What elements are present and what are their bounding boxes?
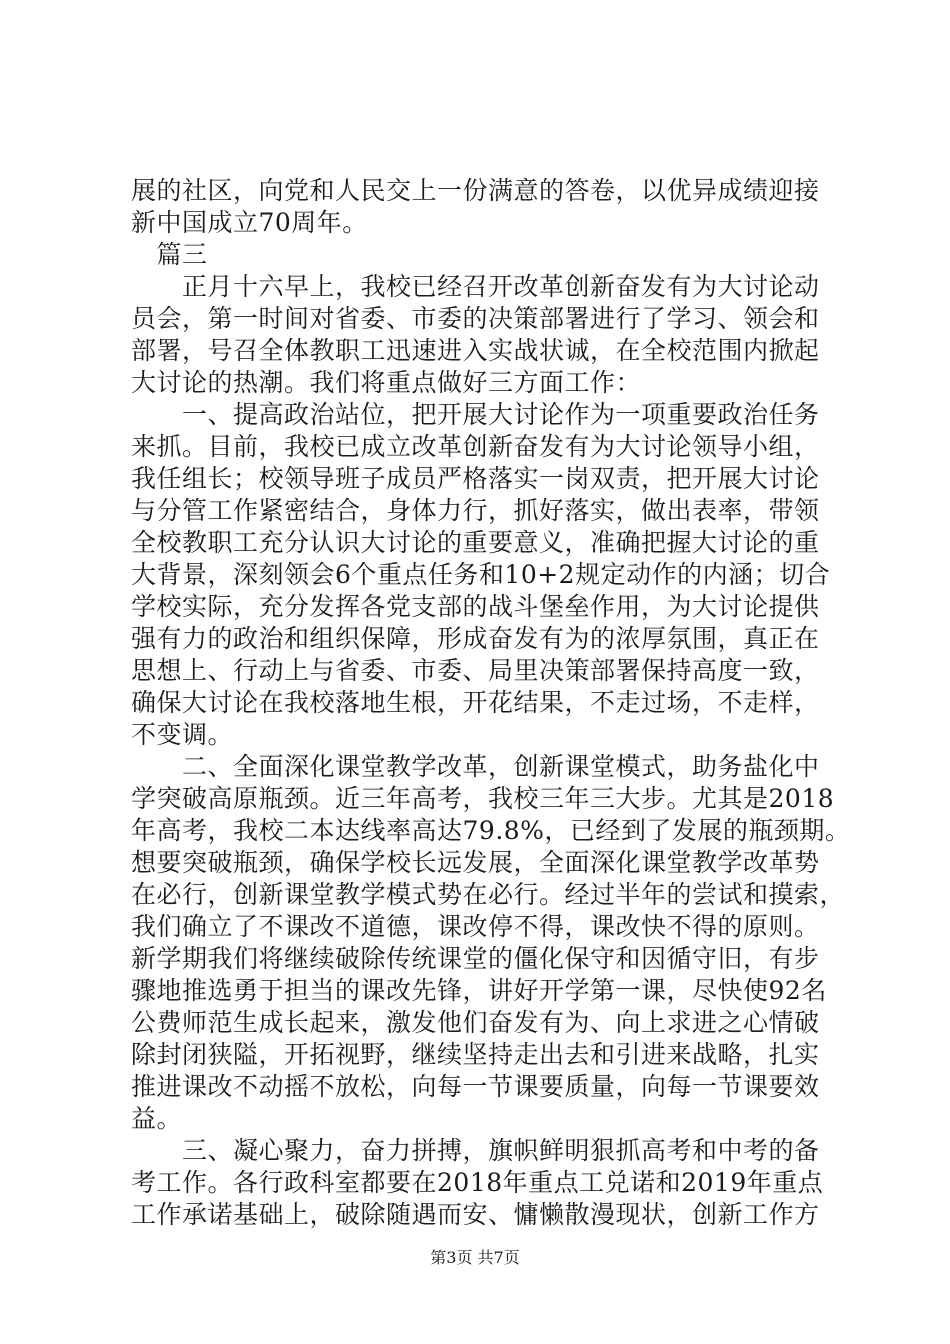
text-line: 考工作。各行政科室都要在2018年重点工兑诺和2019年重点 bbox=[131, 1168, 824, 1197]
text-line: 工作承诺基础上，破除随遇而安、慵懒散漫现状，创新工作方 bbox=[131, 1200, 820, 1229]
text-line: 来抓。目前，我校已成立改革创新奋发有为大讨论领导小组， bbox=[131, 432, 820, 461]
text-line: 大背景，深刻领会6个重点任务和10+2规定动作的内涵；切合 bbox=[131, 560, 831, 589]
section-heading: 篇三 bbox=[131, 240, 208, 269]
text-line: 强有力的政治和组织保障，形成奋发有为的浓厚氛围，真正在 bbox=[131, 624, 820, 653]
text-line: 全校教职工充分认识大讨论的重要意义，准确把握大讨论的重 bbox=[131, 528, 820, 557]
page-number-footer: 第3页 共7页 bbox=[430, 1248, 520, 1267]
text-line: 年高考，我校二本达线率高达79.8%，已经到了发展的瓶颈期。 bbox=[131, 816, 851, 845]
text-line: 益。 bbox=[131, 1104, 183, 1133]
text-line: 新学期我们将继续破除传统课堂的僵化保守和因循守旧，有步 bbox=[131, 944, 820, 973]
text-line: 与分管工作紧密结合，身体力行，抓好落实，做出表率，带领 bbox=[131, 496, 820, 525]
text-line: 不变调。 bbox=[131, 720, 234, 749]
text-line: 学校实际，充分发挥各党支部的战斗堡垒作用，为大讨论提供 bbox=[131, 592, 820, 621]
text-line: 我们确立了不课改不道德，课改停不得，课改快不得的原则。 bbox=[131, 912, 820, 941]
text-line: 正月十六早上，我校已经召开改革创新奋发有为大讨论动 bbox=[131, 272, 820, 301]
text-line: 想要突破瓶颈，确保学校长远发展，全面深化课堂教学改革势 bbox=[131, 848, 820, 877]
text-line: 思想上、行动上与省委、市委、局里决策部署保持高度一致， bbox=[131, 656, 820, 685]
text-line: 除封闭狭隘，开拓视野，继续坚持走出去和引进来战略，扎实 bbox=[131, 1040, 820, 1069]
text-line: 在必行，创新课堂教学模式势在必行。经过半年的尝试和摸索， bbox=[131, 880, 846, 909]
text-line: 公费师范生成长起来，激发他们奋发有为、向上求进之心情破 bbox=[131, 1008, 820, 1037]
text-line: 三、凝心聚力，奋力拼搏，旗帜鲜明狠抓高考和中考的备 bbox=[131, 1136, 820, 1165]
text-line: 员会，第一时间对省委、市委的决策部署进行了学习、领会和 bbox=[131, 304, 820, 333]
text-line: 确保大讨论在我校落地生根，开花结果，不走过场，不走样， bbox=[131, 688, 820, 717]
text-line: 展的社区，向党和人民交上一份满意的答卷，以优异成绩迎接 bbox=[131, 176, 820, 205]
text-line: 部署，号召全体教职工迅速进入实战状诚，在全校范围内掀起 bbox=[131, 336, 820, 365]
text-line: 新中国成立70周年。 bbox=[131, 208, 368, 237]
text-line: 二、全面深化课堂教学改革，创新课堂模式，助务盐化中 bbox=[131, 752, 820, 781]
text-line: 骤地推选勇于担当的课改先锋，讲好开学第一课，尽快使92名 bbox=[131, 976, 827, 1005]
text-line: 我任组长；校领导班子成员严格落实一岗双责，把开展大讨论 bbox=[131, 464, 820, 493]
text-line: 学突破高原瓶颈。近三年高考，我校三年三大步。尤其是2018 bbox=[131, 784, 835, 813]
text-line: 推进课改不动摇不放松，向每一节课要质量，向每一节课要效 bbox=[131, 1072, 820, 1101]
text-line: 一、提高政治站位，把开展大讨论作为一项重要政治任务 bbox=[131, 400, 820, 429]
text-line: 大讨论的热潮。我们将重点做好三方面工作： bbox=[131, 368, 642, 397]
